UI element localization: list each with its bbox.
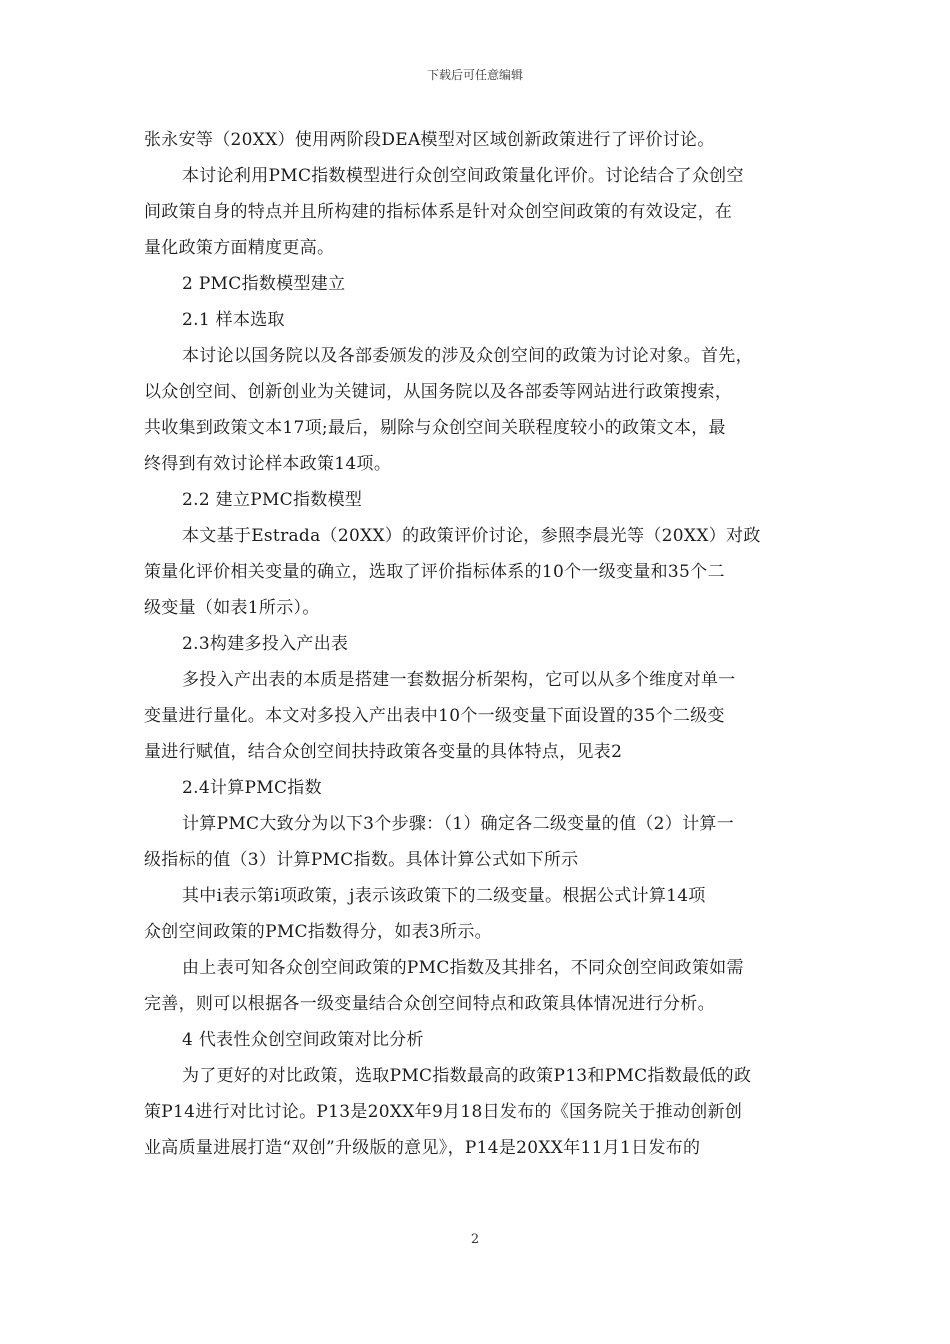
section-heading: 2 PMC指数模型建立 [182, 274, 346, 294]
text-line: 张永安等（20XX）使用两阶段DEA模型对区域创新政策进行了评价讨论。 [144, 130, 715, 150]
text-line: 终得到有效讨论样本政策14项。 [144, 454, 392, 474]
subsection-heading: 2.1 样本选取 [182, 310, 285, 330]
page-header: 下载后可任意编辑 [426, 68, 523, 82]
text-line: 策P14进行对比讨论。P13是20XX年9月18日发布的《国务院关于推动创新创 [144, 1102, 743, 1122]
text-line: 变量进行量化。本文对多投入产出表中10个一级变量下面设置的35个二级变 [144, 706, 725, 726]
text-line: 为了更好的对比政策，选取PMC指数最高的政策P13和PMC指数最低的政 [182, 1066, 752, 1086]
subsection-heading: 2.3构建多投入产出表 [182, 634, 349, 654]
text-line: 本讨论以国务院以及各部委颁发的涉及众创空间的政策为讨论对象。首先， [182, 346, 753, 366]
subsection-heading: 2.4计算PMC指数 [182, 778, 322, 798]
text-line: 本文基于Estrada（20XX）的政策评价讨论，参照李晨光等（20XX）对政 [182, 526, 761, 546]
text-line: 多投入产出表的本质是搭建一套数据分析架构，它可以从多个维度对单一 [182, 670, 736, 690]
text-line: 间政策自身的特点并且所构建的指标体系是针对众创空间政策的有效设定，在 [144, 202, 733, 222]
text-line: 量化政策方面精度更高。 [144, 238, 335, 258]
text-line: 由上表可知各众创空间政策的PMC指数及其排名，不同众创空间政策如需 [182, 958, 744, 978]
text-line: 完善，则可以根据各一级变量结合众创空间特点和政策具体情况进行分析。 [144, 994, 715, 1014]
text-line: 策量化评价相关变量的确立，选取了评价指标体系的10个一级变量和35个二 [144, 562, 725, 582]
text-line: 量进行赋值，结合众创空间扶持政策各变量的具体特点，见表2 [144, 742, 623, 762]
subsection-heading: 2.2 建立PMC指数模型 [182, 490, 363, 510]
page-number: 2 [470, 1232, 480, 1247]
text-line: 级指标的值（3）计算PMC指数。具体计算公式如下所示 [144, 850, 579, 870]
section-heading: 4 代表性众创空间政策对比分析 [182, 1030, 424, 1050]
text-line: 业高质量进展打造“双创”升级版的意见》，P14是20XX年11月1日发布的 [144, 1138, 701, 1158]
text-line: 计算PMC大致分为以下3个步骤：（1）确定各二级变量的值（2）计算一 [182, 814, 734, 834]
document-body [144, 122, 808, 1166]
text-line: 以众创空间、创新创业为关键词，从国务院以及各部委等网站进行政策搜索， [144, 382, 733, 402]
text-line: 共收集到政策文本17项;最后，剔除与众创空间关联程度较小的政策文本，最 [144, 418, 726, 438]
text-line: 本讨论利用PMC指数模型进行众创空间政策量化评价。讨论结合了众创空 [182, 166, 744, 186]
text-line: 级变量（如表1所示）。 [144, 598, 320, 618]
text-line: 其中i表示第i项政策，j表示该政策下的二级变量。根据公式计算14项 [182, 886, 706, 906]
text-line: 众创空间政策的PMC指数得分，如表3所示。 [144, 922, 492, 942]
